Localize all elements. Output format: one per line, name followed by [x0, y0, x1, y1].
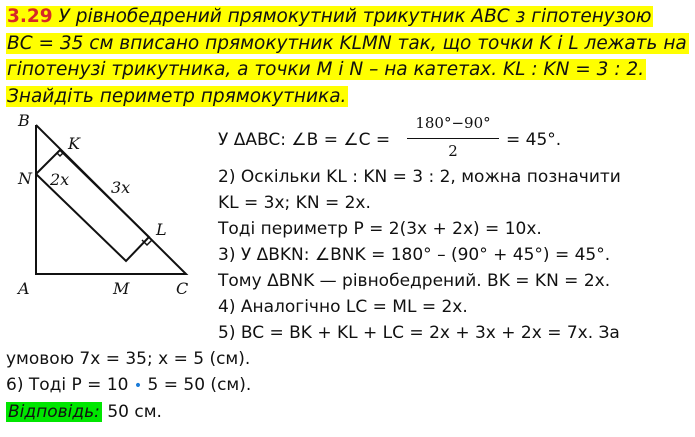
label-3x: 3x — [111, 178, 131, 197]
problem-line-2 — [6, 31, 692, 58]
label-n: N — [18, 169, 32, 188]
multiplication-dot: • — [133, 378, 143, 394]
fraction-numerator: 180°−90° — [415, 114, 491, 132]
answer-value: 50 см. — [107, 402, 162, 422]
right-angle-mark-l — [142, 240, 152, 245]
triangle-figure — [10, 108, 202, 304]
problem-statement — [6, 4, 692, 110]
answer-line — [6, 402, 162, 422]
step2-line-c: Тоді периметр P = 2(3x + 2x) = 10x. — [218, 219, 542, 239]
problem-line-1-text: У рівнобедрений прямокутний трикутник ABC з гіпотенузою — [58, 6, 652, 27]
step6-left: 6) Тоді P = 10 — [6, 375, 129, 395]
answer-label: Відповідь: — [8, 402, 100, 422]
problem-line-1-highlight — [6, 6, 653, 27]
problem-number: 3.29 — [7, 6, 53, 27]
label-k: K — [68, 134, 80, 153]
step2-line-a: 2) Оскільки KL : KN = 3 : 2, можна позначити — [218, 167, 621, 187]
problem-line-3 — [6, 57, 692, 84]
fraction-denominator: 2 — [448, 142, 458, 160]
label-m: M — [113, 279, 130, 298]
label-a: A — [18, 279, 30, 298]
label-b: B — [18, 111, 30, 130]
label-l: L — [156, 220, 167, 239]
problem-line-2-text: BC = 35 см вписано прямокутник KLMN так, що точки K і L лежать на — [7, 32, 687, 54]
step1-left: У ΔABC: ∠B = ∠C = — [218, 130, 391, 150]
step5-line-b: умовою 7x = 35; x = 5 (см). — [6, 349, 251, 369]
step5-line-a: 5) BC = BK + KL + LC = 2x + 3x + 2x = 7x. За — [218, 323, 620, 343]
step1-right: = 45°. — [506, 130, 562, 150]
step3-line-b: Тому ΔBNK — рівнобедрений. BK = KN = 2x. — [218, 271, 611, 291]
label-c: C — [176, 279, 189, 298]
fraction-bar — [407, 138, 499, 139]
right-angle-mark-k — [57, 153, 63, 156]
step2-line-b: KL = 3x; KN = 2x. — [218, 193, 371, 213]
step6-line — [6, 375, 251, 396]
problem-line-4 — [6, 84, 692, 111]
angle-fraction — [407, 114, 499, 164]
problem-line-3-text: гіпотенузі трикутника, а точки M і N – на катетах. KL : KN = 3 : 2. — [7, 59, 645, 80]
step3-line-a: 3) У ΔBKN: ∠BNK = 180° – (90° + 45°) = 45°. — [218, 245, 611, 265]
label-2x: 2x — [50, 170, 70, 189]
step4-line: 4) Аналогічно LC = ML = 2x. — [218, 297, 468, 317]
rectangle-klmn — [36, 150, 149, 261]
problem-line-4-text: Знайдіть периметр прямокутника. — [7, 85, 347, 107]
problem-line-1 — [6, 4, 692, 31]
step6-right: 5 = 50 (см). — [147, 375, 252, 395]
